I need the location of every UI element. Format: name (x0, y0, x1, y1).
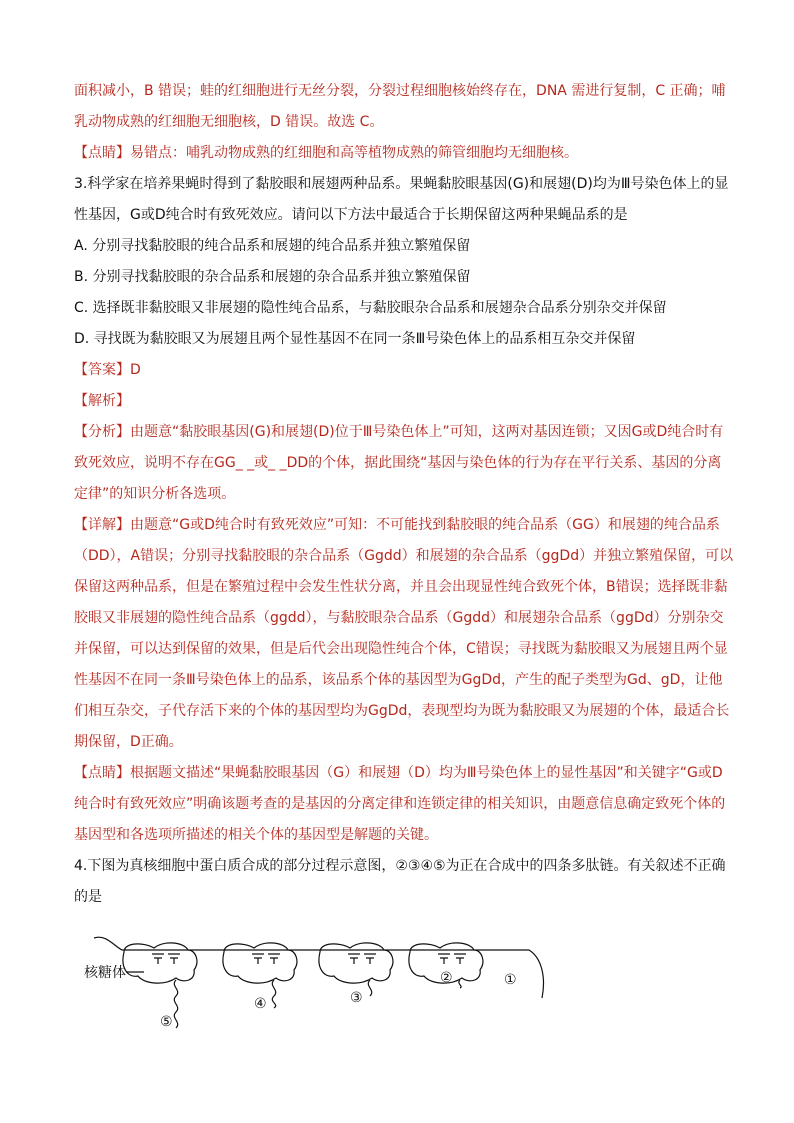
polypeptide-2 (459, 980, 461, 988)
question-3-option-c: C. 选择既非黏胶眼又非展翅的隐性纯合品系，与黏胶眼杂合品系和展翅杂合品系分别杂交并保留 (74, 300, 667, 316)
dianjing-2-text: 根据题文描述“果蝇黏胶眼基因（G）和展翅（D）均为Ⅲ号染色体上的显性基因”和关键字“G或D纯合时有致死效应”明确该题考查的是基因的分离定律和连锁定律的相关知识，由题意信息确定致死个体的基因型和各选项所描述的相关个体的基因型是解题的关键。 (74, 765, 726, 843)
marker-5: ⑤ (160, 1014, 173, 1030)
question-3-option-d: D. 寻找既为黏胶眼又为展翅且两个显性基因不在同一条Ⅲ号染色体上的品系相互杂交并保留 (74, 331, 636, 347)
question-3-option-a: A. 分别寻找黏胶眼的纯合品系和展翅的纯合品系并独立繁殖保留 (74, 238, 471, 254)
xiangjie (74, 510, 734, 758)
answer-tag: 【答案】 (74, 362, 130, 378)
question-3-stem: 3.科学家在培养果蝇时得到了黏胶眼和展翅两种品系。果蝇黏胶眼基因(G)和展翅(D)均为Ⅲ号染色体上的显性基因，G或D纯合时有致死效应。请问以下方法中最适合于长期保留这两种果蝇品系的是 (74, 176, 729, 223)
dianjing-2 (74, 758, 734, 851)
ribosome-3 (319, 943, 393, 983)
dianjing-1-tag: 【点睛】 (74, 145, 130, 161)
prev-answer-continuation: 面积减小，B 错误；蛙的红细胞进行无丝分裂，分裂过程细胞核始终存在，DNA 需进行复制，C 正确；哺乳动物成熟的红细胞无细胞核，D 错误。故选 C。 (74, 83, 726, 130)
marker-1: ① (504, 972, 517, 988)
marker-4: ④ (254, 996, 267, 1012)
xiangjie-tag: 【详解】 (74, 517, 130, 533)
polypeptide-5 (174, 980, 177, 1028)
fenxi-tag: 【分析】 (74, 424, 130, 440)
polypeptide-3 (368, 980, 371, 996)
dianjing-1 (74, 138, 734, 169)
xiangjie-text: 由题意“G或D纯合时有致死效应”可知：不可能找到黏胶眼的纯合品系（GG）和展翅的纯合品系（DD），A错误；分别寻找黏胶眼的杂合品系（Ggdd）和展翅的杂合品系（ggDd）并独立繁殖保留，可以保留这两种品系，但是在繁殖过程中会发生性状分离，并且会出现显性纯合致死个体，B错误；选择既非黏胶眼又非展翅的隐性纯合品系（ggdd），与黏胶眼杂合品系（Ggdd）和展翅杂合品系（ggDd）分别杂交并保留，可以达到保留的效果，但是后代会出现隐性纯合个体，C错误；寻找既为黏胶眼又为展翅且两个显性基因不在同一条Ⅲ号染色体上的品系，该品系个体的基因型为GgDd，产生的配子类型为Gd、gD，让他们相互杂交，子代存活下来的个体的基因型均为GgDd，表现型均为既为黏胶眼又为展翅的个体，最适合长期保留，D正确。 (74, 517, 734, 750)
ribosome-diagram (84, 928, 554, 1040)
trna-marks (152, 954, 466, 964)
marker-3: ③ (350, 990, 363, 1006)
answer-value: D (130, 362, 141, 378)
fenxi (74, 417, 734, 510)
mrna-strand (94, 937, 543, 998)
dianjing-2-tag: 【点睛】 (74, 765, 130, 781)
page-content (74, 76, 734, 913)
fenxi-text: 由题意“黏胶眼基因(G)和展翅(D)位于Ⅲ号染色体上”可知，这两对基因连锁；又因G或D纯合时有致死效应，说明不存在GG_ _或_ _DD的个体，据此围绕“基因与染色体的行为存在平行关系、基因的分离定律”的知识分析各选项。 (74, 424, 724, 502)
answer-line (74, 355, 734, 386)
question-4-stem: 4.下图为真核细胞中蛋白质合成的部分过程示意图，②③④⑤为正在合成中的四条多肽链。有关叙述不正确的是 (74, 858, 726, 905)
ribosome-4 (223, 943, 297, 983)
question-3-option-b: B. 分别寻找黏胶眼的杂合品系和展翅的杂合品系并独立繁殖保留 (74, 269, 471, 285)
jiexi-tag: 【解析】 (74, 393, 130, 409)
dianjing-1-text: 易错点：哺乳动物成熟的红细胞和高等植物成熟的筛管细胞均无细胞核。 (130, 145, 578, 161)
ribosome-label: 核糖体 (84, 965, 126, 981)
marker-2: ② (440, 970, 453, 986)
ribosome-diagram-svg (84, 928, 554, 1040)
ribosome-5 (123, 943, 197, 983)
polypeptide-4 (272, 980, 275, 1008)
